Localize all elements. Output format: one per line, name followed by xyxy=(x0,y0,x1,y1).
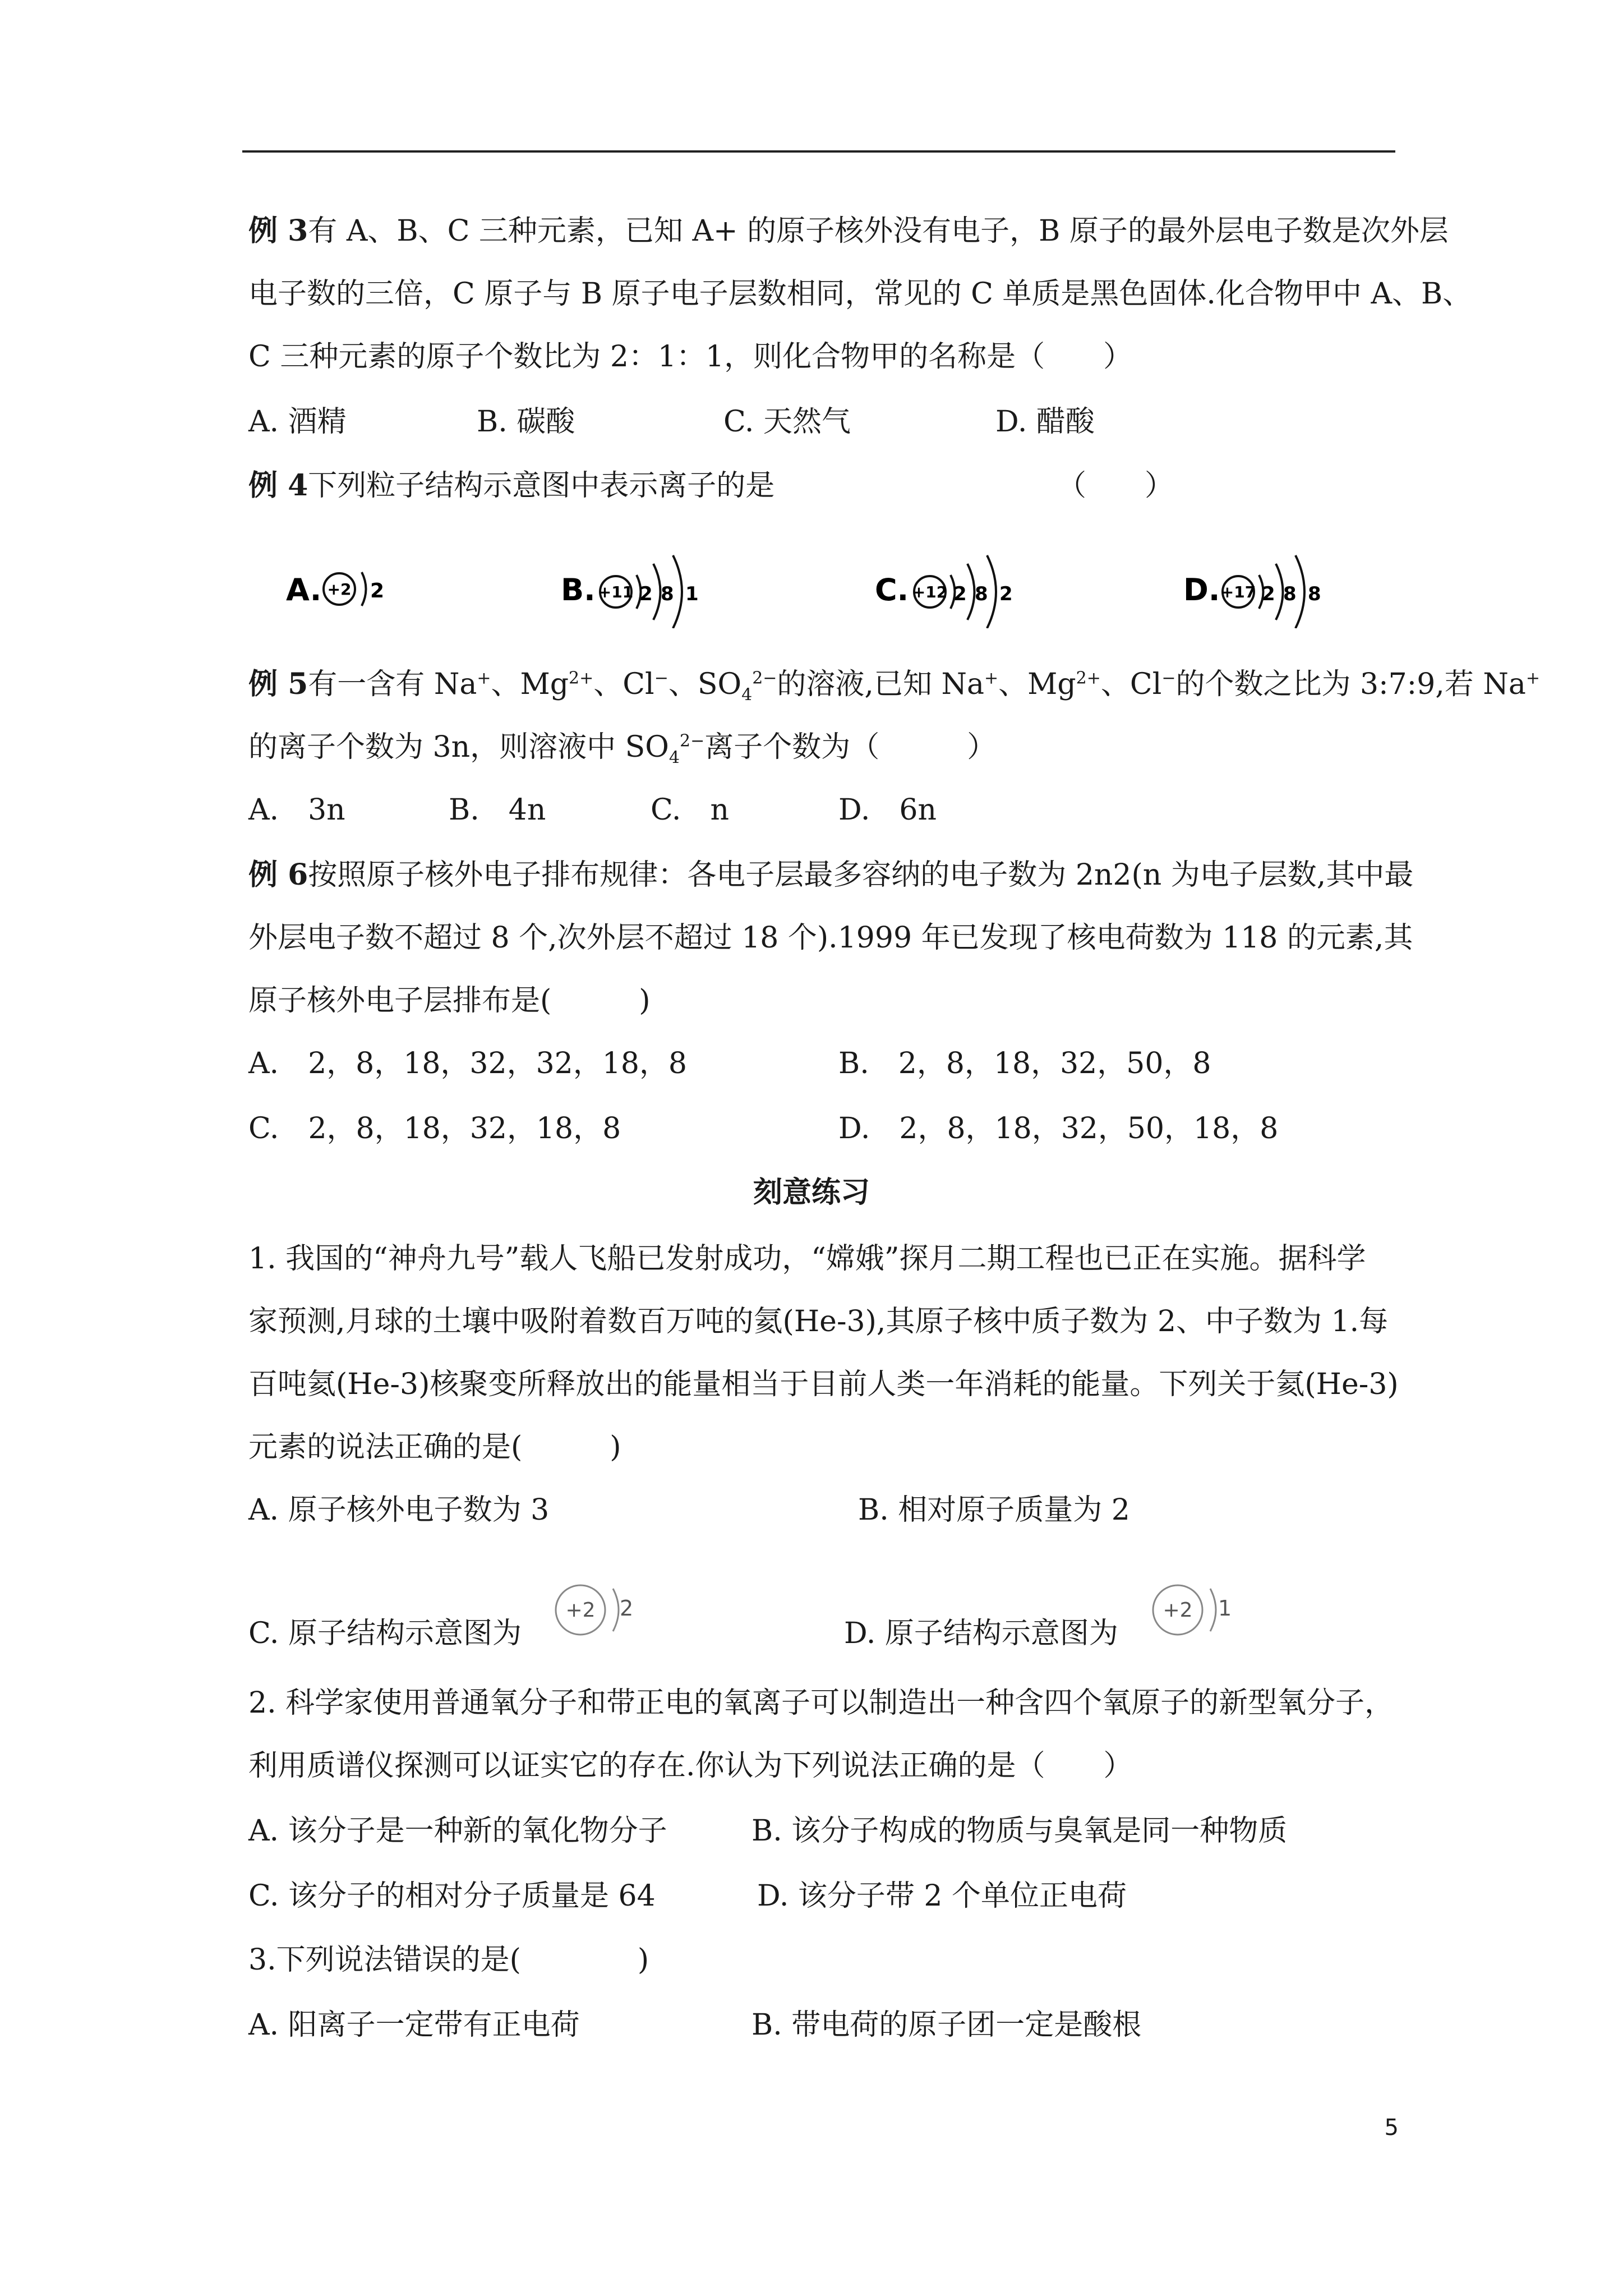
atom-diagram-c xyxy=(875,544,1043,628)
ex4-line-1: 例 4下列粒子结构示意图中表示离子的是 xyxy=(248,468,775,503)
atom-c-letter: C. xyxy=(875,572,909,608)
atom-c-shell-3: 2 xyxy=(999,583,1013,605)
atom-a-letter: A. xyxy=(286,572,322,608)
atom-d-letter: D. xyxy=(1183,572,1220,608)
q1-option-d: D. 原子结构示意图为 xyxy=(844,1617,1118,1650)
atom-b-shell-3: 1 xyxy=(685,583,699,605)
q1-option-a: A. 原子核外电子数为 3 xyxy=(248,1493,550,1527)
ex6-option-c: C. 2，8，18，32，18，8 xyxy=(248,1112,621,1145)
ex5-option-a: A. 3n xyxy=(248,793,345,827)
q1-line-2: 家预测,月球的土壤中吸附着数百万吨的氦(He-3),其原子核中质子数为 2、中子数为 1.每 xyxy=(248,1305,1389,1338)
q1-diagram-c xyxy=(547,1576,642,1644)
ex3-label: 例 3 xyxy=(248,214,308,248)
atom-c-nucleus: +12 xyxy=(912,583,948,601)
q2-option-a: A. 该分子是一种新的氧化物分子 xyxy=(248,1814,667,1848)
ex3-line-2: 电子数的三倍，C 原子与 B 原子电子层数相同，常见的 C 单质是黑色固体.化合物甲中 A、B、 xyxy=(248,277,1472,311)
atom-d-nucleus: +17 xyxy=(1220,583,1256,601)
ex3-option-a: A. 酒精 xyxy=(248,405,347,439)
ex5-label: 例 5 xyxy=(248,667,308,701)
q1-line-4: 元素的说法正确的是( ) xyxy=(248,1430,621,1464)
ex5-option-d: D. 6n xyxy=(838,793,937,827)
ex3-option-b: B. 碳酸 xyxy=(477,405,575,439)
q3-option-a: A. 阳离子一定带有正电荷 xyxy=(248,2008,580,2042)
ex3-line-1: 例 3有 A、B、C 三种元素，已知 A+ 的原子核外没有电子，B 原子的最外层电子数是次外层 xyxy=(248,214,1449,248)
ex6-option-b: B. 2，8，18，32，50，8 xyxy=(838,1047,1211,1080)
q1-d-nucleus: +2 xyxy=(1163,1599,1193,1622)
q1-line-3: 百吨氦(He-3)核聚变所释放出的能量相当于目前人类一年消耗的能量。下列关于氦(He-3) xyxy=(248,1368,1399,1401)
atom-d-shell-2: 8 xyxy=(1283,583,1297,605)
atom-b-nucleus: +11 xyxy=(598,583,634,601)
ex5-option-b: B. 4n xyxy=(449,793,546,827)
atom-b-shell-2: 8 xyxy=(661,583,674,605)
q2-option-c: C. 该分子的相对分子质量是 64 xyxy=(248,1879,656,1913)
ex6-option-a: A. 2，8，18，32，32，18，8 xyxy=(248,1047,688,1080)
q1-d-shell: 1 xyxy=(1218,1596,1232,1621)
ex3-line-3: C 三种元素的原子个数比为 2：1：1，则化合物甲的名称是（ ） xyxy=(248,340,1133,374)
ex6-option-d: D. 2，8，18，32，50，18，8 xyxy=(838,1112,1279,1145)
ex4-label: 例 4 xyxy=(248,468,308,503)
practice-title: 刻意练习 xyxy=(753,1175,870,1209)
ex6-line-1: 例 6按照原子核外电子排布规律：各电子层最多容纳的电子数为 2n2(n 为电子层数,其中最 xyxy=(248,858,1414,892)
q2-option-b: B. 该分子构成的物质与臭氧是同一种物质 xyxy=(751,1814,1288,1848)
q2-line-1: 2. 科学家使用普通氧分子和带正电的氧离子可以制造出一种含四个氧原子的新型氧分子， xyxy=(248,1686,1394,1720)
ex4-answer-paren: （ ） xyxy=(1057,469,1174,503)
q1-c-shell: 2 xyxy=(620,1596,634,1621)
atom-diagram-a xyxy=(286,553,409,625)
ex5-option-c: C. n xyxy=(651,793,729,827)
atom-diagram-d xyxy=(1183,544,1352,628)
ex5-line-1: 例 5有一含有 Na+、$Mg^{2+}$、Cl−、$SO_4^{2-}$的溶液,已知 Na+、$Mg^{2+}$、Cl−的个数之比为 3:7:9,若 Na+ xyxy=(248,667,1540,705)
q2-line-2: 利用质谱仪探测可以证实它的存在.你认为下列说法正确的是（ ） xyxy=(248,1749,1133,1783)
q1-c-nucleus: +2 xyxy=(565,1599,596,1622)
page-number: 5 xyxy=(1384,2115,1399,2141)
atom-b-shell-1: 2 xyxy=(639,583,653,605)
atom-b-letter: B. xyxy=(561,572,596,608)
ex5-line-2: 的离子个数为 3n，则溶液中 $SO_4^{2-}$离子个数为（ ） xyxy=(248,730,997,768)
header-rule xyxy=(242,150,1395,153)
atom-c-shell-1: 2 xyxy=(953,583,967,605)
q1-option-c: C. 原子结构示意图为 xyxy=(248,1617,522,1650)
atom-d-shell-3: 8 xyxy=(1308,583,1321,605)
q1-line-1: 1. 我国的“神舟九号”载人飞船已发射成功，“嫦娥”探月二期工程也已正在实施。据科学 xyxy=(248,1242,1366,1276)
atom-d-shell-1: 2 xyxy=(1262,583,1275,605)
ex3-option-c: C. 天然气 xyxy=(723,405,851,439)
atom-a-shell-1: 2 xyxy=(370,579,385,602)
atom-c-shell-2: 8 xyxy=(975,583,988,605)
ex3-option-d: D. 醋酸 xyxy=(995,405,1095,439)
q3-line-1: 3.下列说法错误的是( ) xyxy=(248,1943,649,1977)
q1-option-b: B. 相对原子质量为 2 xyxy=(858,1493,1130,1527)
ex6-line-3: 原子核外电子层排布是( ) xyxy=(248,984,651,1018)
ex6-label: 例 6 xyxy=(248,858,308,892)
q3-option-b: B. 带电荷的原子团一定是酸根 xyxy=(751,2008,1142,2042)
atom-diagram-b xyxy=(561,544,729,628)
q2-option-d: D. 该分子带 2 个单位正电荷 xyxy=(757,1879,1127,1913)
atom-a-nucleus: +2 xyxy=(327,580,352,599)
q1-diagram-d xyxy=(1144,1576,1239,1644)
ex6-line-2: 外层电子数不超过 8 个,次外层不超过 18 个).1999 年已发现了核电荷数为 118 的元素,其 xyxy=(248,921,1413,955)
